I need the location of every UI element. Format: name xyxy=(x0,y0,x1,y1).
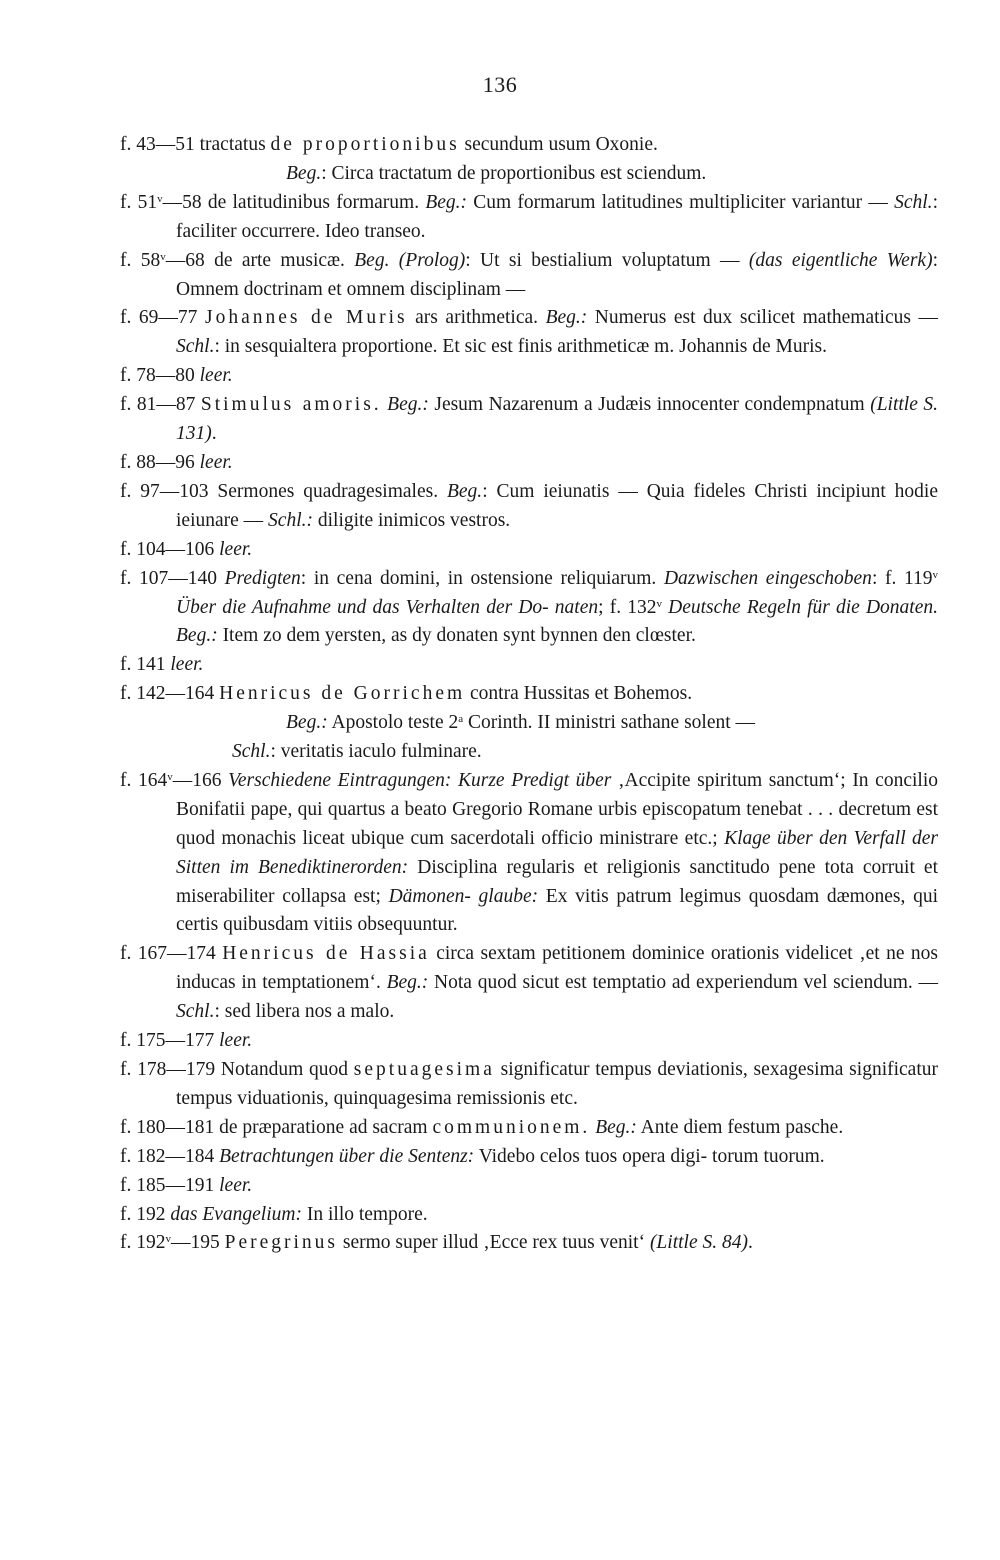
text-run: : Circa tractatum de proportionibus est sciendum. xyxy=(321,162,707,184)
italic-text: Beg.: xyxy=(425,191,468,213)
text-run: Apostolo teste 2 xyxy=(327,712,459,734)
text-run: Item zo dem yersten, as dy donaten synt bynnen den clœster. xyxy=(217,625,696,647)
text-run: f. 51 xyxy=(120,191,158,213)
italic-text: Schl. xyxy=(894,191,933,213)
spaced-name: Stimulus amoris. xyxy=(200,394,382,416)
superscript: a xyxy=(458,713,464,726)
italic-text: Schl. xyxy=(232,741,271,763)
superscript: v xyxy=(157,192,163,205)
catalog-entry xyxy=(120,940,938,1027)
italic-text: Dazwischen eingeschoben xyxy=(663,567,872,589)
text-run: Nota quod sicut est temptatio ad experiendum vel sciendum. — xyxy=(428,972,938,994)
catalog-entries xyxy=(120,131,938,1258)
italic-text: Betrachtungen über die Sentenz: xyxy=(219,1145,475,1167)
text-run: —195 xyxy=(171,1232,225,1254)
text-run: . xyxy=(747,1232,753,1254)
catalog-entry xyxy=(120,304,938,362)
italic-text: leer. xyxy=(199,365,233,387)
text-run: : f. 119 xyxy=(871,567,933,589)
text-run: f. 192 xyxy=(120,1232,166,1254)
spaced-name: Henricus de Gorrichem xyxy=(219,683,466,705)
catalog-entry xyxy=(120,651,938,680)
text-run: f. 104—106 xyxy=(120,538,220,560)
text-run: f. 69—77 xyxy=(120,307,205,329)
text-run: f. 81—87 xyxy=(120,394,201,416)
text-run: diligite inimicos vestros. xyxy=(313,509,511,531)
text-run: f. 164 xyxy=(120,769,168,791)
italic-text: Beg. xyxy=(446,480,483,502)
italic-text: (das eigentliche Werk) xyxy=(748,249,933,271)
text-run: f. 182—184 xyxy=(120,1145,220,1167)
text-run: Corinth. II ministri sathane solent — xyxy=(463,712,756,734)
catalog-entry xyxy=(120,565,938,652)
italic-text: leer. xyxy=(219,1174,253,1196)
catalog-entry xyxy=(120,1172,938,1201)
italic-text: Schl. xyxy=(176,336,215,358)
catalog-entry xyxy=(120,247,938,305)
italic-text: Beg.: xyxy=(386,972,429,994)
italic-text: Beg.: xyxy=(286,712,328,734)
text-run: : veritatis iaculo fulminare. xyxy=(270,741,482,763)
spaced-name: communionem. xyxy=(432,1116,591,1138)
italic-text: Beg.: xyxy=(176,625,218,647)
text-run: f. 97—103 Sermones quadragesimales. xyxy=(120,480,447,502)
catalog-entry xyxy=(120,1201,938,1230)
superscript: v xyxy=(932,568,938,581)
text-run: f. 178—179 Notandum quod xyxy=(120,1059,354,1080)
italic-text: Verschiedene Eintragungen: Kurze Predigt über xyxy=(228,769,612,791)
text-run: : in cena domini, in ostensione reliquiarum. xyxy=(300,567,664,589)
text-run: secundum usum Oxonie. xyxy=(459,134,658,155)
catalog-entry xyxy=(120,1027,938,1056)
catalog-entry xyxy=(120,449,938,478)
text-run: ars arithmetica. xyxy=(407,307,546,329)
spaced-name: septuagesima xyxy=(353,1059,495,1080)
text-run: f. 58 xyxy=(120,249,161,271)
entry-continuation-line xyxy=(176,160,938,189)
italic-text: Beg.: xyxy=(595,1116,637,1138)
italic-text: Schl.: xyxy=(268,509,313,531)
text-run: : Cum ieiunatis — Quia fideles Christi incipiunt hodie ieiunare — xyxy=(176,480,938,531)
catalog-entry xyxy=(120,189,938,247)
italic-text: Schl. xyxy=(176,1001,215,1023)
text-run: Cum formarum latitudines multipliciter variantur — xyxy=(467,191,895,213)
italic-text: Über die Aufnahme und das Verhalten der Do- naten xyxy=(176,596,599,618)
italic-text: Dämonen- glaube: xyxy=(388,885,539,907)
spaced-name: Johannes de Muris xyxy=(204,307,408,329)
italic-text: Beg. (Prolog) xyxy=(354,249,466,271)
superscript: v xyxy=(167,770,173,783)
italic-text: Beg.: xyxy=(387,394,429,416)
superscript: v xyxy=(160,250,166,263)
catalog-entry xyxy=(120,767,938,940)
text-run: significatur tempus deviationis, sexagesima significatur tempus viduationis, quinquagesima remissionis etc. xyxy=(176,1059,938,1109)
superscript: v xyxy=(165,1233,171,1246)
italic-text: Klage über den Verfall der Sitten im Benediktinerorden: xyxy=(176,827,938,878)
italic-text: (Little S. 131) xyxy=(176,394,939,445)
text-run: f. 78—80 xyxy=(120,365,200,387)
text-run: —166 xyxy=(172,769,229,791)
catalog-entry xyxy=(120,362,938,391)
text-run: Disciplina regularis et religionis sanctitudo pene tota corruit et miserabiliter collapsa est; xyxy=(176,856,939,907)
text-run: : in sesquialtera proportione. Et sic est finis arithmeticæ m. Johannis de Muris. xyxy=(214,336,827,358)
text-run: Numerus est dux scilicet mathematicus — xyxy=(587,307,938,329)
catalog-entry xyxy=(120,680,938,767)
text-run: ; f. 132 xyxy=(598,596,657,618)
text-run: f. 43—51 tractatus xyxy=(120,134,271,155)
text-run: In illo tempore. xyxy=(301,1203,428,1225)
italic-text: Beg.: xyxy=(545,307,588,329)
spaced-name: Peregrinus xyxy=(224,1232,339,1254)
italic-text: Predigten xyxy=(224,567,301,589)
text-run: f. 192 xyxy=(120,1203,171,1225)
text-run: . xyxy=(211,423,217,445)
text-run: : Ut si bestialium voluptatum — xyxy=(465,249,749,271)
catalog-entry xyxy=(120,1229,938,1258)
entry-continuation-line xyxy=(176,738,938,767)
text-run: f. 180—181 de præparatione ad sacram xyxy=(120,1116,433,1138)
text-run: : sed libera nos a malo. xyxy=(214,1001,395,1023)
text-run: contra Hussitas et Bohemos. xyxy=(465,683,693,705)
text-run: f. 88—96 xyxy=(120,451,200,473)
spaced-name: Henricus de Hassia xyxy=(222,943,430,965)
text-run: Videbo celos tuos opera digi- torum tuorum. xyxy=(474,1145,825,1167)
text-run: ‚Accipite spiritum sanctum‘; In concilio Bonifatii pape, qui quartus a beato Gregorio Romane urbis episcopatum tenebat . . . decretum est quod monachis liceat ubique cum sacerdotali officio ministrare etc.; xyxy=(176,769,938,849)
catalog-entry xyxy=(120,391,938,449)
italic-text: leer. xyxy=(219,1030,253,1052)
text-run: sermo super illud ‚Ecce rex tuus venit‘ xyxy=(338,1232,650,1254)
italic-text: das Evangelium: xyxy=(170,1203,302,1225)
catalog-entry xyxy=(120,131,938,189)
text-run: —58 de latitudinibus formarum. xyxy=(162,191,426,213)
text-run: circa sextam petitionem dominice orationis videlicet ‚et ne nos inducas in temptationem‘. xyxy=(176,943,938,994)
catalog-entry xyxy=(120,1114,938,1143)
italic-text: Beg. xyxy=(286,162,322,184)
spaced-name: de proportionibus xyxy=(270,134,460,155)
text-run: f. 175—177 xyxy=(120,1030,220,1052)
text-run: f. 142—164 xyxy=(120,683,220,705)
catalog-entry xyxy=(120,478,938,536)
text-run: f. 141 xyxy=(120,654,171,676)
text-run: f. 107—140 xyxy=(120,567,225,589)
text-run: —68 de arte musicæ. xyxy=(165,249,355,271)
text-run: Jesum Nazarenum a Judæis innocenter condempnatum xyxy=(428,394,871,416)
text-run: Ex vitis patrum legimus quosdam dæmones, qui certis quibusdam vitiis obsequuntur. xyxy=(176,885,938,936)
catalog-entry xyxy=(120,1143,938,1172)
italic-text: leer. xyxy=(219,538,253,560)
catalog-entry xyxy=(120,1056,938,1114)
entry-continuation-line xyxy=(176,709,938,738)
text-run: f. 167—174 xyxy=(120,943,223,965)
superscript: v xyxy=(656,597,662,610)
text-run: Ante diem festum pasche. xyxy=(636,1116,844,1138)
text-run: f. 185—191 xyxy=(120,1174,220,1196)
catalog-entry xyxy=(120,536,938,565)
italic-text: leer. xyxy=(170,654,204,676)
italic-text: Deutsche Regeln für die Donaten. xyxy=(668,596,939,618)
italic-text: (Little S. 84) xyxy=(649,1232,748,1254)
italic-text: leer. xyxy=(199,451,233,473)
text-run: : faciliter occurrere. Ideo transeo. xyxy=(176,191,938,242)
text-run: : Omnem doctrinam et omnem disciplinam — xyxy=(176,249,938,300)
page-number: 136 xyxy=(482,72,518,97)
